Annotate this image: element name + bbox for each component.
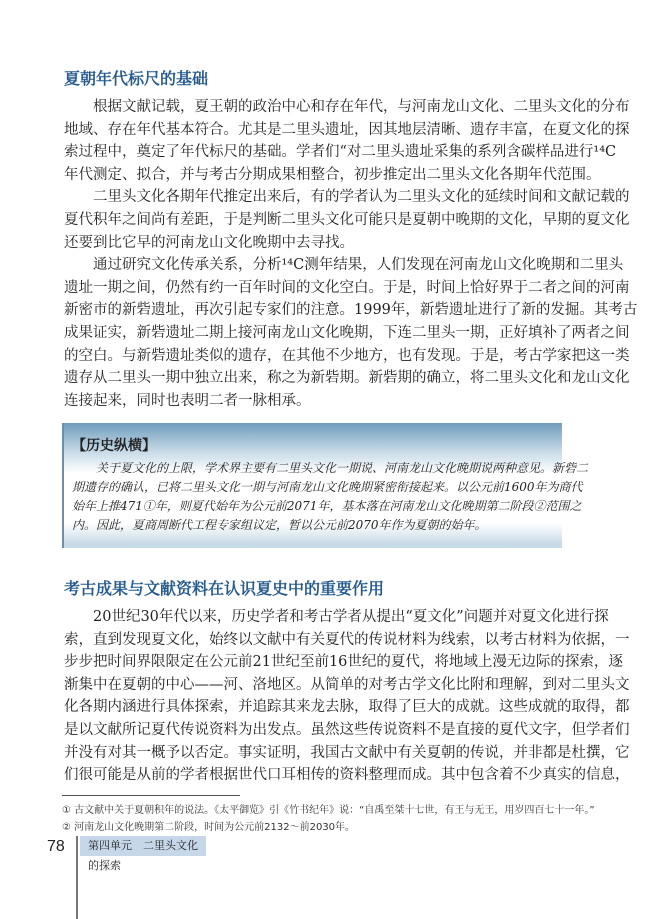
text-line: 夏代积年之间尚有差距，于是判断二里头文化可能只是夏朝中晚期的文化，早期的夏文化: [64, 211, 630, 228]
history-sidebar-box: [62, 423, 589, 548]
text-line: 根据文献记载，夏王朝的政治中心和存在年代，与河南龙山文化、二里头文化的分布: [93, 99, 630, 115]
text-line: 年代测定、拟合，并与考古分期成果相整合，初步推定出二里头文化各期年代范围。: [64, 166, 601, 183]
text-line: 关于夏文化的上限，学术界主要有二里头文化一期说、河南龙山文化晚期说两种意见。新砦二: [96, 461, 589, 475]
sidebar-title: 【历史纵横】: [72, 438, 156, 454]
paragraph-2: [64, 606, 630, 787]
text-line: 成果证实，新砦遗址二期上接河南龙山文化晚期，下连二里头一期，正好填补了两者之间: [64, 324, 630, 341]
text-line: 索，直到发现夏文化，始终以文献中有关夏代的传说材料为线索，以考古材料为依据，一: [64, 631, 630, 648]
text-line: 的空白。与新砦遗址类似的遗存，在其他不少地方，也有发现。于是，考古学家把这一类: [64, 347, 630, 364]
text-line: 20世纪30年代以来，历史学者和考古学者从提出“夏文化”问题并对夏文化进行探: [93, 609, 609, 625]
unit-title: 第四单元 二里头文化的探索: [80, 836, 206, 856]
text-line: 渐集中在夏朝的中心——河、洛地区。从简单的对考古学文化比附和理解，到对二里头文: [64, 676, 630, 693]
section-heading: 夏朝年代标尺的基础: [64, 69, 209, 88]
text-line: 期遗存的确认，已将二里头文化一期与河南龙山文化晚期紧密衔接起来。以公元前1600年为商代: [72, 480, 583, 494]
text-line: 内。因此，夏商周断代工程专家组议定，暂以公元前2070年作为夏朝的始年。: [72, 518, 487, 532]
text-line: 新密市的新砦遗址，再次引起专家们的注意。1999年，新砦遗址进行了新的发掘。其考古: [64, 302, 638, 319]
text-line: 遗址一期之间，仍然有约一百年时间的文化空白。于是，时间上恰好界于二者之间的河南: [64, 279, 630, 296]
text-line: 是以文献所记夏代传说资料为出发点。虽然这些传说资料不是直接的夏代文字，但学者们: [64, 721, 630, 738]
text-line: 连接起来，同时也表明二者一脉相承。: [64, 392, 311, 409]
text-line: 并没有对其一概予以否定。事实证明，我国古文献中有关夏朝的传说，并非都是杜撰，它: [64, 744, 630, 761]
footnote-divider: [62, 795, 240, 796]
footer-divider: [76, 836, 78, 919]
section-heading: 考古成果与文献资料在认识夏史中的重要作用: [64, 579, 385, 598]
text-line: 们很可能是从前的学者根据世代口耳相传的资料整理而成。其中包含着不少真实的信息，: [64, 767, 630, 784]
paragraph-1: [64, 96, 638, 412]
text-line: 通过研究文化传承关系，分析¹⁴C测年结果，人们发现在河南龙山文化晚期和二里头: [93, 257, 624, 274]
page-number: 78: [47, 838, 65, 855]
text-line: 化各期内涵进行具体探索，并追踪其来龙去脉，取得了巨大的成就。这些成就的取得，都: [64, 699, 630, 716]
text-line: 步步把时间界限限定在公元前21世纪至前16世纪的夏代，将地域上漫无边际的探索，逐: [64, 654, 623, 671]
text-line: 索过程中，奠定了年代标尺的基础。学者们“对二里头遗址采集的系列含碳样品进行¹⁴C: [64, 144, 617, 161]
text-line: 二里头文化各期年代推定出来后，有的学者认为二里头文化的延续时间和文献记载的: [93, 189, 630, 206]
text-line: 还要到比它早的河南龙山文化晚期中去寻找。: [64, 234, 354, 251]
footnote-1: ① 古文献中关于夏朝积年的说法。《太平御览》引《竹书纪年》说：“自禹至桀十七世，有王与无王，用岁四百七十一年。”: [62, 805, 595, 816]
text-line: 始年上推471①年，则夏代始年为公元前2071年，基本落在河南龙山文化晚期第二阶段②范围之: [72, 499, 582, 513]
text-line: 地域、存在年代基本符合。尤其是二里头遗址，因其地层清晰、遗存丰富，在夏文化的探: [64, 121, 630, 138]
footnote-2: ② 河南龙山文化晚期第二阶段，时间为公元前2132～前2030年。: [62, 822, 356, 833]
text-line: 遗存从二里头一期中独立出来，称之为新砦期。新砦期的确立，将二里头文化和龙山文化: [64, 370, 630, 387]
sidebar-body: [72, 459, 589, 535]
